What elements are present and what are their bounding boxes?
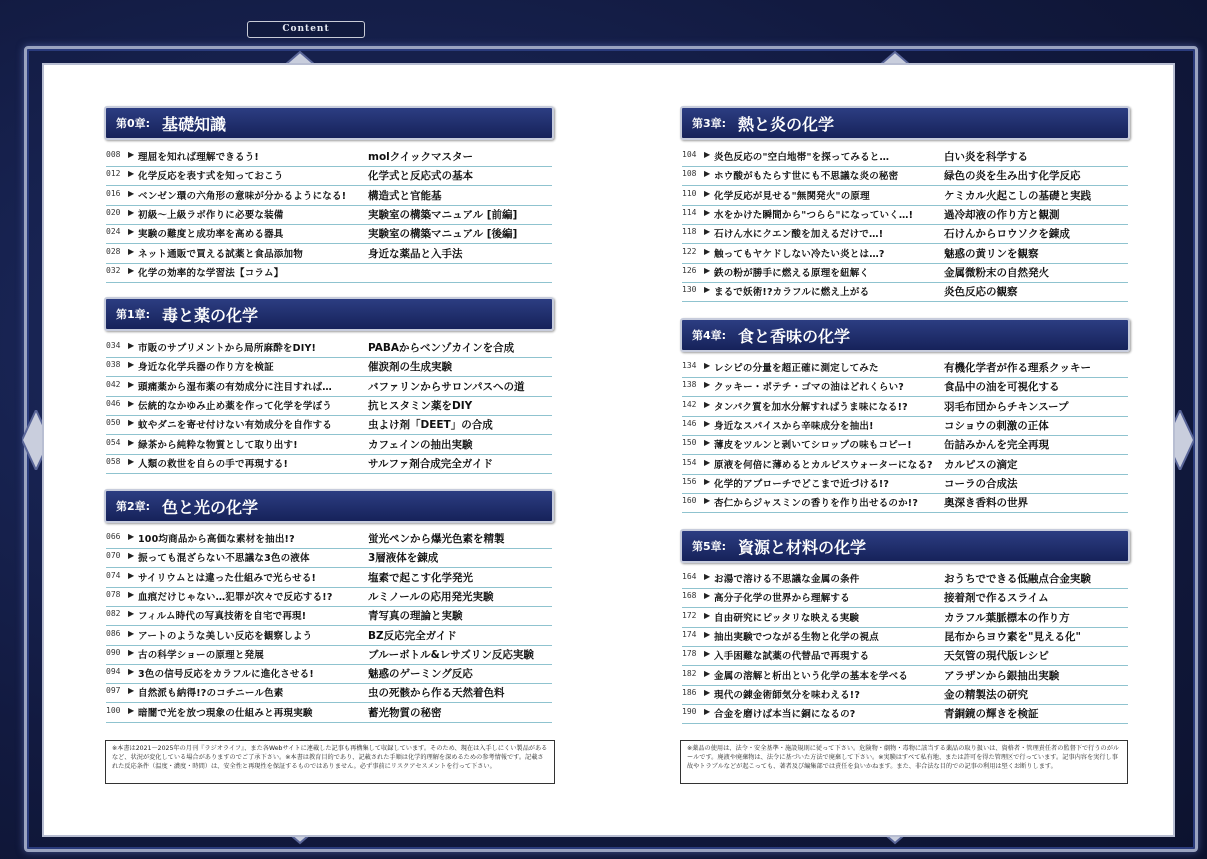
toc-row[interactable] — [682, 666, 1128, 686]
arrow-right-icon: ▶ — [704, 150, 711, 159]
item-description: 自由研究にピッタリな映える実験 — [714, 612, 860, 624]
chapter-title: 熱と炎の化学 — [738, 115, 835, 134]
item-description: 化学反応が見せる"無関発火"の原理 — [714, 190, 870, 202]
arrow-right-icon: ▶ — [704, 285, 711, 295]
item-experiment: コショウの刺激の正体 — [944, 419, 1049, 432]
toc-row[interactable] — [682, 186, 1128, 206]
toc-row[interactable] — [106, 626, 552, 646]
page-number: 134 — [682, 361, 697, 370]
arrow-right-icon: ▶ — [704, 169, 711, 179]
item-description: クッキー・ポテチ・ゴマの油はどれくらい? — [714, 382, 905, 394]
item-description: サイリウムとは違った仕組みで光らせる! — [138, 572, 317, 584]
disclaimer-note-left: ※本書は2021〜2025年の月刊『ラジオライフ』、また各Webサイトに連載した記事も再構集して収録しています。そのため、現在は入手しにくい製品があるなど、状況が変化している場合がありますのでご了承下さい。※本書は教育目的であり、記載された手順は化学的理解を深めるための参考情報です。記載された反応条件（温度・濃度・時間）は、安全性と再現性を保証するものではありません。必ず事前にリスクアセスメントを行って下さい。 — [105, 740, 555, 784]
item-description: 抽出実験でつながる生物と化学の視点 — [714, 631, 879, 643]
page-number: 110 — [682, 188, 697, 198]
item-experiment: アラザンから銀抽出実験 — [944, 669, 1060, 682]
toc-row[interactable] — [682, 416, 1128, 436]
page-number: 154 — [682, 457, 697, 467]
item-description: 暗闇で光を放つ現象の仕組みと再現実験 — [138, 707, 313, 719]
arrow-right-icon: ▶ — [704, 572, 711, 581]
toc-row[interactable] — [682, 704, 1128, 724]
toc-row[interactable] — [106, 703, 552, 723]
toc-row[interactable] — [106, 396, 552, 416]
arrow-right-icon: ▶ — [128, 609, 135, 619]
item-description: 市販のサプリメントから局所麻酔をDIY! — [138, 343, 317, 354]
item-experiment: 接着剤で作るスライム — [944, 592, 1049, 605]
toc-row[interactable] — [682, 455, 1128, 475]
toc-row[interactable] — [682, 263, 1128, 283]
item-experiment: 実験室の構築マニュアル [後編] — [368, 228, 518, 241]
toc-row[interactable] — [106, 435, 552, 455]
item-experiment: 金属微粉末の自然発火 — [944, 266, 1049, 279]
item-description: 初級〜上級ラボ作りに必要な装備 — [138, 209, 284, 221]
page-number: 078 — [106, 589, 121, 599]
toc-row[interactable] — [106, 224, 552, 244]
page-number: 186 — [682, 687, 697, 697]
toc-row[interactable] — [106, 166, 552, 186]
toc-row[interactable] — [682, 569, 1128, 589]
item-experiment: サルファ剤合成完全ガイド — [368, 457, 493, 470]
item-experiment: 化学式と反応式の基本 — [368, 170, 473, 183]
item-experiment: ケミカル火起こしの基礎と実践 — [944, 189, 1091, 202]
item-experiment: 石けんからロウソクを錬成 — [944, 228, 1070, 241]
chapter-header — [104, 106, 554, 140]
content-tab[interactable]: Content — [247, 21, 365, 38]
page-number: 126 — [682, 265, 697, 275]
item-experiment: 青写真の理論と実験 — [368, 610, 463, 623]
item-experiment: コーラの合成法 — [944, 477, 1018, 490]
toc-row[interactable] — [106, 683, 552, 703]
toc-row[interactable] — [106, 338, 552, 358]
item-description: 金属の溶解と析出という化学の基本を学べる — [714, 670, 909, 682]
item-experiment: 蓄光物質の秘密 — [368, 706, 442, 719]
chapter-title: 基礎知識 — [162, 115, 227, 134]
page-number: 034 — [106, 341, 121, 350]
arrow-right-icon: ▶ — [704, 476, 711, 486]
page-number: 074 — [106, 570, 121, 580]
item-experiment: 催涙剤の生成実験 — [368, 361, 452, 374]
toc-row[interactable] — [682, 435, 1128, 455]
item-experiment: BZ反応完全ガイド — [368, 629, 457, 642]
page-number: 042 — [106, 379, 121, 389]
arrow-right-icon: ▶ — [704, 380, 711, 390]
page-number: 138 — [682, 380, 697, 390]
page-number: 028 — [106, 246, 121, 256]
page-number: 012 — [106, 169, 121, 179]
toc-row[interactable] — [682, 474, 1128, 494]
item-experiment: 金の精製法の研究 — [944, 688, 1028, 701]
page-number: 054 — [106, 437, 121, 447]
item-experiment: molクイックマスター — [368, 151, 474, 163]
item-description: 頭痛薬から湿布薬の有効成分に注目すれば… — [138, 381, 333, 393]
item-experiment: 緑色の炎を生み出す化学反応 — [944, 170, 1081, 183]
arrow-right-icon: ▶ — [704, 457, 711, 467]
item-experiment: 身近な薬品と入手法 — [368, 247, 463, 260]
toc-row[interactable] — [682, 377, 1128, 397]
item-experiment: バファリンからサロンパスへの道 — [368, 380, 525, 393]
item-description: 杏仁からジャスミンの香りを作り出せるのか!? — [714, 498, 919, 510]
arrow-right-icon: ▶ — [704, 649, 711, 659]
page-number: 164 — [682, 572, 697, 581]
page-number: 118 — [682, 227, 697, 237]
toc-row[interactable] — [106, 244, 552, 264]
arrow-right-icon: ▶ — [704, 399, 711, 409]
item-description: 古の科学ショーの原理と発展 — [138, 649, 264, 661]
item-description: 身近な化学兵器の作り方を検証 — [138, 362, 274, 374]
arrow-right-icon: ▶ — [704, 591, 711, 601]
item-description: 身近なスパイスから辛味成分を抽出! — [714, 420, 874, 432]
page-number: 097 — [106, 686, 121, 696]
arrow-right-icon: ▶ — [128, 437, 135, 447]
page-number: 156 — [682, 476, 697, 486]
toc-row[interactable] — [682, 147, 1128, 167]
arrow-right-icon: ▶ — [128, 265, 135, 275]
item-description: お湯で溶ける不思議な金属の条件 — [714, 574, 860, 585]
item-description: 理屈を知れば理解できるう! — [138, 152, 259, 163]
arrow-right-icon: ▶ — [128, 667, 135, 677]
toc-row[interactable] — [682, 493, 1128, 513]
toc-row[interactable] — [682, 166, 1128, 186]
arrow-right-icon: ▶ — [128, 207, 135, 217]
item-description: まるで妖術!?カラフルに燃え上がる — [714, 287, 870, 299]
page-number: 108 — [682, 169, 697, 179]
arrow-right-icon: ▶ — [704, 227, 711, 237]
page-number: 038 — [106, 360, 121, 370]
arrow-right-icon: ▶ — [128, 227, 135, 237]
page-number: 114 — [682, 207, 697, 217]
toc-row[interactable] — [106, 147, 552, 167]
toc-row[interactable] — [106, 548, 552, 568]
arrow-right-icon: ▶ — [704, 188, 711, 198]
arrow-right-icon: ▶ — [128, 589, 135, 599]
chapter-header — [104, 297, 554, 331]
item-description: 高分子化学の世界から理解する — [714, 593, 850, 605]
arrow-right-icon: ▶ — [128, 551, 135, 561]
toc-row[interactable] — [682, 685, 1128, 705]
page-number: 160 — [682, 496, 697, 506]
item-description: 化学的アプローチでどこまで近づける!? — [714, 478, 890, 490]
chapter-number: 第5章: — [692, 540, 727, 553]
toc-row[interactable] — [106, 377, 552, 397]
arrow-right-icon: ▶ — [128, 341, 135, 350]
page-number: 032 — [106, 265, 121, 275]
item-description: フィルム時代の写真技術を自宅で再現! — [138, 611, 307, 623]
item-experiment: PABAからベンゾカインを合成 — [368, 342, 515, 354]
item-experiment: ルミノールの応用発光実験 — [368, 590, 494, 603]
item-description: 化学の効率的な学習法【コラム】 — [138, 267, 284, 279]
item-experiment: 奥深き香料の世界 — [944, 497, 1028, 510]
chapter-header — [680, 318, 1130, 352]
item-experiment: 食品中の油を可視化する — [944, 381, 1060, 394]
chapter-header — [104, 489, 554, 523]
item-description: 薄皮をツルンと剥いてシロップの味もコピー! — [714, 440, 912, 452]
page-number: 058 — [106, 456, 121, 466]
toc-row[interactable] — [106, 205, 552, 225]
toc-row[interactable] — [682, 358, 1128, 378]
arrow-right-icon: ▶ — [128, 456, 135, 466]
toc-row[interactable] — [106, 263, 552, 283]
item-experiment: おうちでできる低融点合金実験 — [944, 573, 1091, 585]
item-description: 緑茶から純粋な物質として取り出す! — [138, 439, 298, 451]
item-description: 振っても混ざらない不思議な3色の液体 — [138, 553, 310, 565]
page-number: 100 — [106, 705, 121, 715]
item-description: 蚊やダニを寄せ付けない有効成分を自作する — [138, 420, 333, 432]
toc-row[interactable] — [682, 608, 1128, 628]
chapter-title: 資源と材料の化学 — [738, 538, 867, 557]
item-description: 合金を磨けば本当に銅になるの? — [714, 709, 856, 721]
arrow-right-icon: ▶ — [128, 360, 135, 370]
item-experiment: 塩素で起こす化学発光 — [368, 571, 473, 584]
item-experiment: 過冷却液の作り方と観測 — [944, 208, 1060, 221]
item-experiment: 缶詰みかんを完全再現 — [944, 439, 1049, 452]
item-description: ベンゼン環の六角形の意味が分かるようになる! — [138, 190, 347, 202]
page-number: 082 — [106, 609, 121, 619]
page-number: 050 — [106, 418, 121, 428]
item-description: ホウ酸がもたらす世にも不思議な炎の秘密 — [714, 171, 899, 183]
chapter-title: 毒と薬の化学 — [162, 306, 259, 325]
toc-row[interactable] — [106, 415, 552, 435]
page-number: 066 — [106, 532, 121, 541]
chapter-title: 色と光の化学 — [162, 498, 259, 517]
disclaimer-note-right: ※薬品の使用は、法令・安全基準・施設規則に従って下さい。危険物・劇物・毒物に該当する薬品の取り扱いは、資格者・管理責任者の監督下で行うのがルールです。廃液や廃棄物は、法令に基づいた方法で廃棄して下さい。※実験はすべて私有地、または許可を得た管理区で行っています。記事内容を実行し事故やトラブルなどが起こっても、著者及び編集部では責任を負いかねます。また、非合法な目的での記事の利用は堅くお断りします。 — [680, 740, 1128, 784]
arrow-right-icon: ▶ — [128, 418, 135, 428]
arrow-right-icon: ▶ — [704, 246, 711, 256]
item-description: 石けん水にクエン酸を加えるだけで…! — [714, 229, 884, 241]
page-number: 090 — [106, 647, 121, 657]
arrow-right-icon: ▶ — [704, 610, 711, 620]
item-experiment: 有機化学者が作る理系クッキー — [944, 362, 1091, 374]
page-number: 020 — [106, 207, 121, 217]
item-experiment: 羽毛布団からチキンスープ — [944, 400, 1069, 413]
chapter-number: 第4章: — [692, 329, 727, 342]
toc-row[interactable] — [106, 529, 552, 549]
arrow-right-icon: ▶ — [704, 687, 711, 697]
chapter-header — [680, 106, 1130, 140]
chapter-header — [680, 529, 1130, 563]
toc-row[interactable] — [682, 646, 1128, 666]
toc-row[interactable] — [682, 588, 1128, 608]
item-experiment: 炎色反応の観察 — [944, 286, 1018, 299]
item-experiment: 青銅鏡の輝きを検証 — [944, 708, 1039, 721]
arrow-right-icon: ▶ — [128, 570, 135, 580]
page-number: 168 — [682, 591, 697, 601]
toc-row[interactable] — [106, 645, 552, 665]
page-number: 016 — [106, 188, 121, 198]
item-description: 伝統的なかゆみ止め薬を作って化学を学ぼう — [138, 400, 333, 412]
arrow-right-icon: ▶ — [128, 686, 135, 696]
item-experiment: 実験室の構築マニュアル [前編] — [368, 208, 518, 221]
page-number: 046 — [106, 398, 121, 408]
chapter-number: 第2章: — [116, 500, 151, 513]
page-number: 130 — [682, 285, 697, 295]
item-description: 現代の錬金術師気分を味わえる!? — [714, 689, 861, 701]
page-number: 122 — [682, 246, 697, 256]
chapter-title: 食と香味の化学 — [738, 327, 851, 346]
item-experiment: 構造式と官能基 — [368, 189, 442, 202]
item-experiment: ブルーボトル&レサズリン反応実験 — [368, 648, 534, 661]
page-number: 182 — [682, 668, 697, 678]
item-experiment: カラフル葉脈標本の作り方 — [944, 611, 1070, 624]
arrow-right-icon: ▶ — [128, 628, 135, 638]
page-number: 172 — [682, 610, 697, 620]
toc-row[interactable] — [106, 454, 552, 474]
item-experiment: 虫よけ剤「DEET」の合成 — [368, 419, 493, 432]
item-experiment: 白い炎を科学する — [944, 151, 1028, 163]
toc-row[interactable] — [106, 357, 552, 377]
item-experiment: カフェインの抽出実験 — [368, 438, 473, 451]
arrow-right-icon: ▶ — [128, 150, 135, 159]
item-description: 自然派も納得!?のコチニール色素 — [138, 688, 284, 700]
page-number: 190 — [682, 707, 697, 717]
toc-row[interactable] — [106, 568, 552, 588]
arrow-right-icon: ▶ — [128, 169, 135, 179]
arrow-right-icon: ▶ — [128, 398, 135, 408]
toc-row[interactable] — [682, 244, 1128, 264]
item-description: 原液を何倍に薄めるとカルピスウォーターになる? — [714, 459, 933, 471]
item-description: 実験の難度と成功率を高める器具 — [138, 229, 284, 241]
chapter-number: 第1章: — [116, 308, 151, 321]
item-experiment: 昆布からヨウ素を"見える化" — [944, 630, 1081, 643]
page-number: 086 — [106, 628, 121, 638]
item-experiment: 虫の死骸から作る天然着色料 — [368, 687, 505, 700]
toc-row[interactable] — [682, 224, 1128, 244]
chapter-number: 第0章: — [116, 117, 151, 130]
toc-row[interactable] — [682, 627, 1128, 647]
item-description: 化学反応を表す式を知っておこう — [138, 171, 284, 183]
item-experiment: 3層液体を錬成 — [368, 552, 439, 565]
item-description: レシピの分量を超正確に測定してみた — [714, 363, 879, 374]
arrow-right-icon: ▶ — [128, 246, 135, 256]
arrow-right-icon: ▶ — [128, 188, 135, 198]
arrow-right-icon: ▶ — [704, 438, 711, 448]
arrow-right-icon: ▶ — [704, 207, 711, 217]
page-number: 104 — [682, 150, 697, 159]
toc-row[interactable] — [106, 186, 552, 206]
toc-row[interactable] — [106, 587, 552, 607]
arrow-right-icon: ▶ — [704, 265, 711, 275]
page-number: 178 — [682, 649, 697, 659]
item-description: 100均商品から高価な素材を抽出!? — [138, 534, 295, 545]
page-number: 094 — [106, 667, 121, 677]
item-experiment: カルピスの滴定 — [944, 458, 1018, 471]
arrow-right-icon: ▶ — [128, 647, 135, 657]
item-description: 炎色反応の"空白地帯"を探ってみると… — [714, 152, 890, 163]
toc-row[interactable] — [682, 282, 1128, 302]
item-description: 血痕だけじゃない…犯罪が次々で反応する!? — [138, 591, 333, 603]
chapter-number: 第3章: — [692, 117, 727, 130]
page-number: 174 — [682, 629, 697, 639]
page-number: 142 — [682, 399, 697, 409]
arrow-right-icon: ▶ — [704, 629, 711, 639]
item-description: 3色の信号反応をカラフルに進化させる! — [138, 669, 314, 681]
item-experiment: 魅惑のゲーミング反応 — [368, 668, 473, 681]
page-number: 008 — [106, 150, 121, 159]
page-number: 150 — [682, 438, 697, 448]
item-experiment: 魅惑の黄リンを観察 — [944, 247, 1039, 260]
arrow-right-icon: ▶ — [704, 418, 711, 428]
arrow-right-icon: ▶ — [128, 532, 135, 541]
toc-row[interactable] — [106, 606, 552, 626]
page-number: 024 — [106, 227, 121, 237]
item-description: 触ってもヤケドしない冷たい炎とは…? — [714, 248, 885, 260]
toc-row[interactable] — [682, 397, 1128, 417]
arrow-right-icon: ▶ — [128, 379, 135, 389]
arrow-right-icon: ▶ — [704, 496, 711, 506]
item-description: アートのような美しい反応を観察しよう — [138, 630, 313, 642]
item-description: 鉄の粉が勝手に燃える原理を紐解く — [714, 267, 870, 279]
toc-row[interactable] — [106, 664, 552, 684]
page-number: 146 — [682, 418, 697, 428]
item-description: 入手困難な試薬の代替品で再現する — [714, 651, 870, 663]
item-experiment: 蛍光ペンから爆光色素を精製 — [368, 533, 505, 545]
page-number: 070 — [106, 551, 121, 561]
item-experiment: 天気管の現代版レシピ — [944, 650, 1049, 663]
item-description: 水をかけた瞬間から"つらら"になっていく…! — [714, 209, 914, 221]
arrow-right-icon: ▶ — [704, 361, 711, 370]
arrow-right-icon: ▶ — [704, 707, 711, 717]
item-description: ネット通販で買える試薬と食品添加物 — [138, 248, 303, 260]
item-experiment: 抗ヒスタミン薬をDIY — [368, 399, 473, 412]
arrow-right-icon: ▶ — [704, 668, 711, 678]
item-description: 人類の救世を自らの手で再現する! — [138, 458, 289, 470]
item-description: タンパク質を加水分解すればうま味になる!? — [714, 401, 908, 413]
toc-row[interactable] — [682, 205, 1128, 225]
arrow-right-icon: ▶ — [128, 705, 135, 715]
